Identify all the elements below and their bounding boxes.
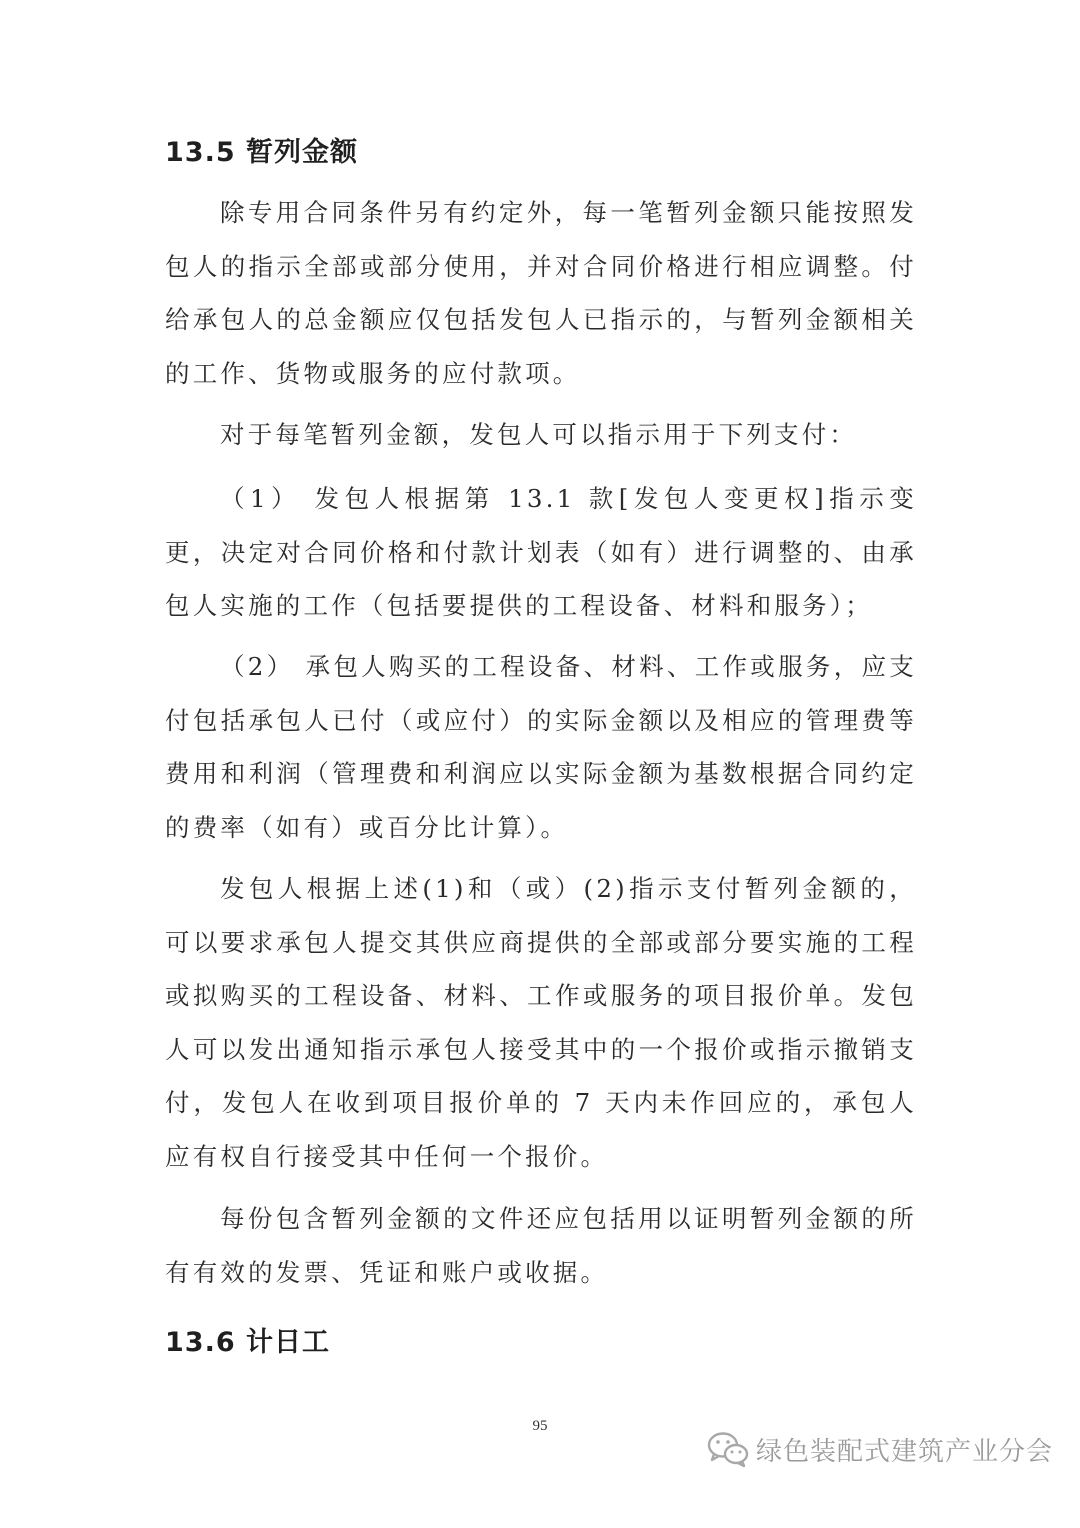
paragraph-item-1: （1） 发包人根据第 13.1 款[发包人变更权]指示变更，决定对合同价格和付款计划表（如有）进行调整的、由承包人实施的工作（包括要提供的工程设备、材料和服务）； xyxy=(165,484,917,620)
paragraph-payment-intro: 对于每笔暂列金额，发包人可以指示用于下列支付： xyxy=(220,420,858,449)
watermark xyxy=(706,1424,1053,1474)
paragraph-quotation-request: 发包人根据上述(1)和（或）(2)指示支付暂列金额的，可以要求承包人提交其供应商提供的全部或部分要实施的工程或拟购买的工程设备、材料、工作或服务的项目报价单。发包人可以发出通知指示承包人接受其中的一个报价或指示撤销支付，发包人在收到项目报价单的 7 天内未作回应的，承包人应有权自行接受其中任何一个报价。 xyxy=(165,874,917,1171)
page-number: 95 xyxy=(532,1418,548,1434)
wechat-icon xyxy=(706,1430,750,1468)
section-heading-13-5: 13.5 暂列金额 xyxy=(165,137,359,168)
paragraph-provisional-sum-usage: 除专用合同条件另有约定外，每一笔暂列金额只能按照发包人的指示全部或部分使用，并对合同价格进行相应调整。付给承包人的总金额应仅包括发包人已指示的，与暂列金额相关的工作、货物或服务的应付款项。 xyxy=(165,198,917,388)
watermark-text: 绿色装配式建筑产业分会 xyxy=(756,1436,1054,1467)
paragraph-item-2: （2） 承包人购买的工程设备、材料、工作或服务，应支付包括承包人已付（或应付）的实际金额以及相应的管理费等费用和利润（管理费和利润应以实际金额为基数根据合同约定的费率（如有）或百分比计算）。 xyxy=(165,652,917,842)
section-heading-13-6: 13.6 计日工 xyxy=(165,1327,331,1358)
paragraph-invoices: 每份包含暂列金额的文件还应包括用以证明暂列金额的所有有效的发票、凭证和账户或收据。 xyxy=(165,1204,917,1287)
